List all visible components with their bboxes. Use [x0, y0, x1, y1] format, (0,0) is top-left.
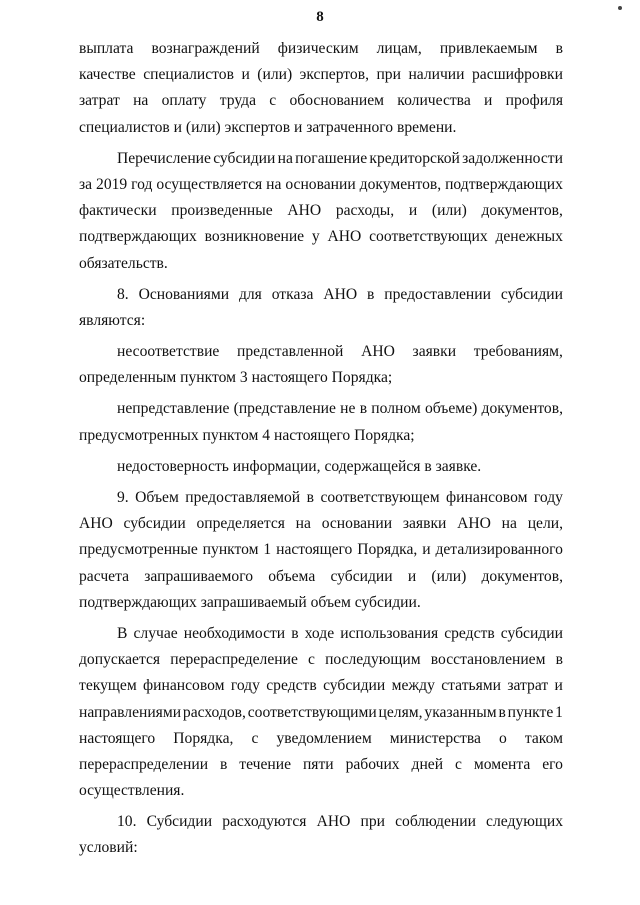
text-line: 10. Субсидии расходуются АНО при соблюдении следующих [117, 813, 563, 831]
text-line: перераспределении в течение пяти рабочих дней с момента его [79, 755, 563, 773]
text-line: специалистов и (или) экспертов и затраченного времени. [79, 118, 457, 136]
text-line: АНО субсидии определяется на основании заявки АНО на цели, [79, 515, 563, 533]
paragraph-p8 [79, 621, 563, 804]
text-line: обязательств. [79, 254, 168, 272]
text-line: 9. Объем предоставляемой в соответствующем финансовом году [117, 489, 563, 506]
text-line: 8. Основаниями для отказа АНО в предоставлении субсидии [117, 285, 563, 303]
paragraph-p9 [79, 809, 563, 861]
text-line: качестве специалистов и (или) экспертов, при наличии расшифровки [79, 66, 563, 84]
text-line: выплата вознаграждений физическим лицам, привлекаемым в [79, 40, 563, 57]
text-line: текущем финансовом году средств субсидии между статьями затрат и [79, 677, 563, 695]
text-line: подтверждающих возникновение у АНО соответствующих денежных [79, 228, 563, 246]
text-line: являются: [79, 311, 146, 329]
text-line: условий: [79, 839, 138, 857]
paragraph-p1 [79, 36, 563, 141]
text-line: несоответствие представленной АНО заявки требованиям, [117, 343, 563, 361]
text-line: определенным пунктом 3 настоящего Порядка; [79, 369, 393, 387]
text-line: затрат на оплату труда с обоснованием количества и профиля [79, 92, 563, 110]
text-line: непредставление (представление не в полном объеме) документов, [117, 400, 563, 418]
page-number: 8 [316, 9, 324, 25]
text-line: за 2019 год осуществляется на основании документов, подтверждающих [79, 175, 563, 193]
text-line: допускается перераспределение с последующим восстановлением в [79, 651, 563, 669]
text-line: предусмотренные пунктом 1 настоящего Порядка, и детализированного [79, 541, 563, 559]
scan-mark [618, 6, 622, 10]
text-line: недостоверность информации, содержащейся в заявке. [117, 457, 482, 475]
document-body [79, 36, 563, 862]
text-line: Перечисление субсидии на погашение кредиторской задолженности [117, 149, 563, 167]
paragraph-p2 [79, 146, 563, 277]
text-line: настоящего Порядка, с уведомлением министерства о таком [79, 729, 563, 747]
text-line: предусмотренных пунктом 4 настоящего Порядка; [79, 426, 415, 444]
paragraph-p6 [79, 454, 563, 480]
text-line: расчета запрашиваемого объема субсидии и (или) документов, [79, 567, 563, 585]
text-line: фактически произведенные АНО расходы, и (или) документов, [79, 202, 563, 220]
text-line: осуществления. [79, 782, 185, 800]
paragraph-p5 [79, 396, 563, 448]
text-line: В случае необходимости в ходе использования средств субсидии [117, 624, 563, 642]
text-line: подтверждающих запрашиваемый объем субсидии. [79, 593, 421, 611]
paragraph-p7 [79, 485, 563, 616]
text-line: направлениями расходов, соответствующими целям, указанным в пункте 1 [79, 703, 563, 721]
paragraph-p3 [79, 282, 563, 334]
paragraph-p4 [79, 339, 563, 391]
